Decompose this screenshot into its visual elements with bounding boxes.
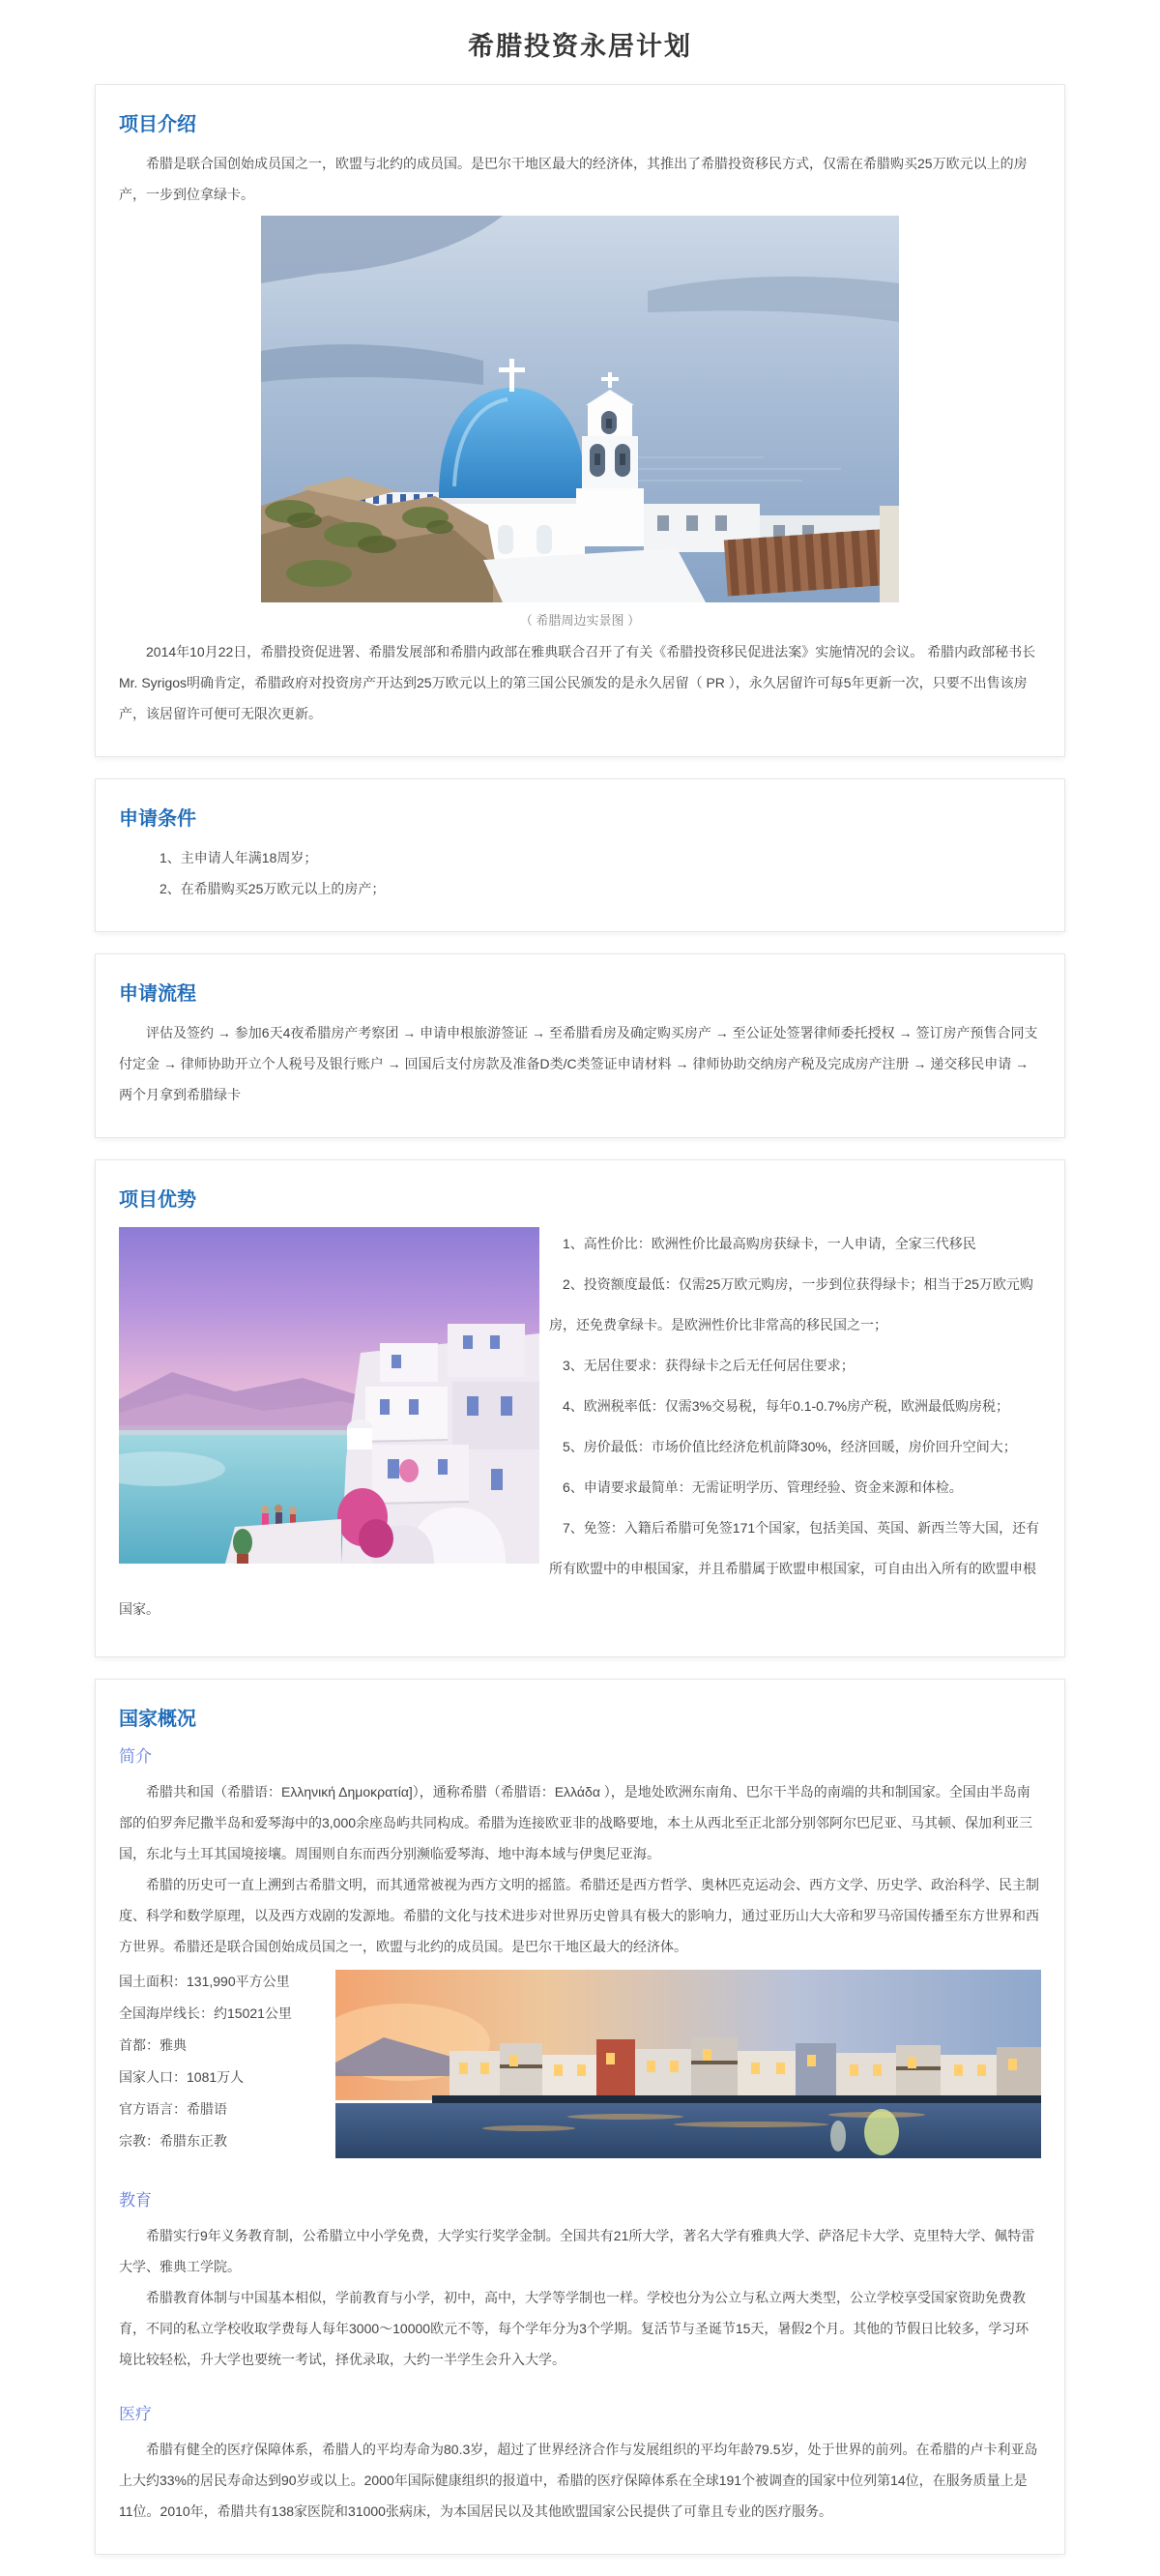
fact-row: 首都：雅典 <box>119 2037 187 2053</box>
country-intro-subheading: 简介 <box>119 1747 152 1766</box>
advantage-item: 4、欧洲税率低：仅需3%交易税，每年0.1-0.7%房产税，欧洲最低购房税； <box>563 1398 1010 1414</box>
section-advantages <box>95 1159 1065 1657</box>
fact-row: 全国海岸线长：约15021公里 <box>119 2005 292 2021</box>
advantage-item: 3、无居住要求：获得绿卡之后无任何居住要求； <box>563 1358 855 1373</box>
conditions-heading: 申请条件 <box>119 808 196 830</box>
condition-item: 2、在希腊购买25万欧元以上的房产； <box>160 881 386 896</box>
page-title: 希腊投资永居计划 <box>468 32 692 61</box>
country-intro-paragraph-2: 希腊的历史可一直上溯到古希腊文明，而其通常被视为西方文明的摇篮。希腊还是西方哲学、奥林匹克运动会、西方文学、历史学、政治科学、民主制度、科学和数学原理，以及西方戏剧的发源地。希腊的文化与技术进步对世界历史曾具有极大的影响力，通过亚历山大大帝和罗马帝国传播至东方世界和西方世界。希腊还是联合国创始成员国之一，欧盟与北约的成员国。是巴尔干地区最大的经济体。 <box>119 1877 1039 1954</box>
country-facts <box>119 1966 1041 2161</box>
santorini-blue-dome-photo <box>261 216 899 602</box>
advantages-heading: 项目优势 <box>119 1189 196 1211</box>
education-paragraph-1: 希腊实行9年义务教育制，公希腊立中小学免费，大学实行奖学金制。全国共有21所大学，著名大学有雅典大学、萨洛尼卡大学、克里特大学、佩特雷大学、雅典工学院。 <box>119 2228 1035 2274</box>
oia-sunset-photo <box>119 1227 539 1564</box>
intro-photo-caption: （ 希腊周边实景图 ） <box>519 613 641 628</box>
section-conditions <box>95 778 1065 932</box>
fact-row: 官方语言：希腊语 <box>119 2101 227 2117</box>
intro-paragraph-1: 希腊是联合国创始成员国之一，欧盟与北约的成员国。是巴尔干地区最大的经济体，其推出了希腊投资移民方式，仅需在希腊购买25万欧元以上的房产，一步到位拿绿卡。 <box>119 156 1028 202</box>
section-process <box>95 953 1065 1138</box>
intro-heading: 项目介绍 <box>119 114 196 135</box>
intro-paragraph-2: 2014年10月22日，希腊投资促进署、希腊发展部和希腊内政部在雅典联合召开了有关《希腊投资移民促进法案》实施情况的会议。 希腊内政部秘书长Mr. Syrigos明确肯定，希腊政府对投资房产开达到25万欧元以上的第三国公民颁发的是永久居留（ PR ），永久居留许可每5年更新一次，只要不出售该房产，该居留许可便可无限次更新。 <box>119 644 1036 721</box>
fact-row: 国家人口：1081万人 <box>119 2069 245 2085</box>
advantages-body <box>119 1223 1041 1629</box>
education-paragraph-2: 希腊教育体制与中国基本相似，学前教育与小学，初中，高中，大学等学制也一样。学校也分为公立与私立两大类型，公立学校享受国家资助免费教育，不同的私立学校收取学费每人每年3000～10000欧元不等，每个学年分为3个学期。复活节与圣诞节15天，暑假2个月。其他的节假日比较多，学习环境比较轻松，升大学也要统一考试，择优录取，大约一半学生会升入大学。 <box>119 2290 1030 2367</box>
fact-row: 国土面积：131,990平方公里 <box>119 1974 290 1989</box>
medical-paragraph-1: 希腊有健全的医疗保障体系，希腊人的平均寿命为80.3岁，超过了世界经济合作与发展组织的平均年龄79.5岁，处于世界的前列。在希腊的卢卡利亚岛上大约33%的居民寿命达到90岁或以上。2000年国际健康组织的报道中，希腊的医疗保障体系在全球191个被调查的国家中位列第14位，在服务质量上是11位。2010年，希腊共有138家医院和31000张病床，为本国居民以及其他欧盟国家公民提供了可靠且专业的医疗服务。 <box>119 2442 1038 2519</box>
process-flow-text: 评估及签约 → 参加6天4夜希腊房产考察团 → 申请申根旅游签证 → 至希腊看房及确定购买房产 → 至公证处签署律师委托授权 → 签订房产预售合同支付定金 → 律师协助开立个人税号及银行账户 → 回国后支付房款及准备D类/C类签证申请材料 → 律师协助交纳房产税及完成房产注册 → 递交移民申请 → 两个月拿到希腊绿卡 <box>119 1025 1038 1102</box>
country-intro-paragraph-1: 希腊共和国（希腊语：Ελληνική Δημοκρατία]），通称希腊（希腊语：Ελλάδα ），是地处欧洲东南角、巴尔干半岛的南端的共和制国家。全国由半岛南部的伯罗奔尼撒半岛和爱琴海中的3,000余座岛屿共同构成。希腊为连接欧亚非的战略要地，本土从西北至正北部分别邻阿尔巴尼亚、马其顿、保加利亚三国，东北与土耳其国境接壤。周围则自东而西分别濒临爱琴海、地中海本域与伊奥尼亚海。 <box>119 1784 1033 1861</box>
section-country <box>95 1679 1065 2555</box>
country-medical-subheading: 医疗 <box>119 2405 152 2423</box>
advantage-item: 2、投资额度最低：仅需25万欧元购房，一步到位获得绿卡；相当于25万欧元购房，还免费拿绿卡。是欧洲性价比非常高的移民国之一； <box>549 1276 1033 1332</box>
process-heading: 申请流程 <box>119 983 196 1005</box>
country-heading: 国家概况 <box>119 1709 196 1730</box>
advantage-item: 5、房价最低：市场价值比经济危机前降30%，经济回暖，房价回升空间大； <box>563 1439 1017 1454</box>
advantage-item: 1、高性价比：欧洲性价比最高购房获绿卡，一人申请，全家三代移民 <box>563 1236 976 1251</box>
mykonos-dusk-photo <box>335 1970 1041 2158</box>
fact-row: 宗教：希腊东正教 <box>119 2133 227 2149</box>
condition-item: 1、主申请人年满18周岁； <box>160 850 318 865</box>
intro-photo-wrap <box>119 216 1041 607</box>
advantage-item: 6、申请要求最简单：无需证明学历、管理经验、资金来源和体检。 <box>563 1479 963 1495</box>
advantage-item: 7、免签：入籍后希腊可免签171个国家，包括美国、英国、新西兰等大国，还有所有欧盟中的申根国家，并且希腊属于欧盟申根国家，可自由出入所有的欧盟申根国家。 <box>119 1520 1040 1617</box>
section-intro <box>95 84 1065 757</box>
country-education-subheading: 教育 <box>119 2191 152 2210</box>
